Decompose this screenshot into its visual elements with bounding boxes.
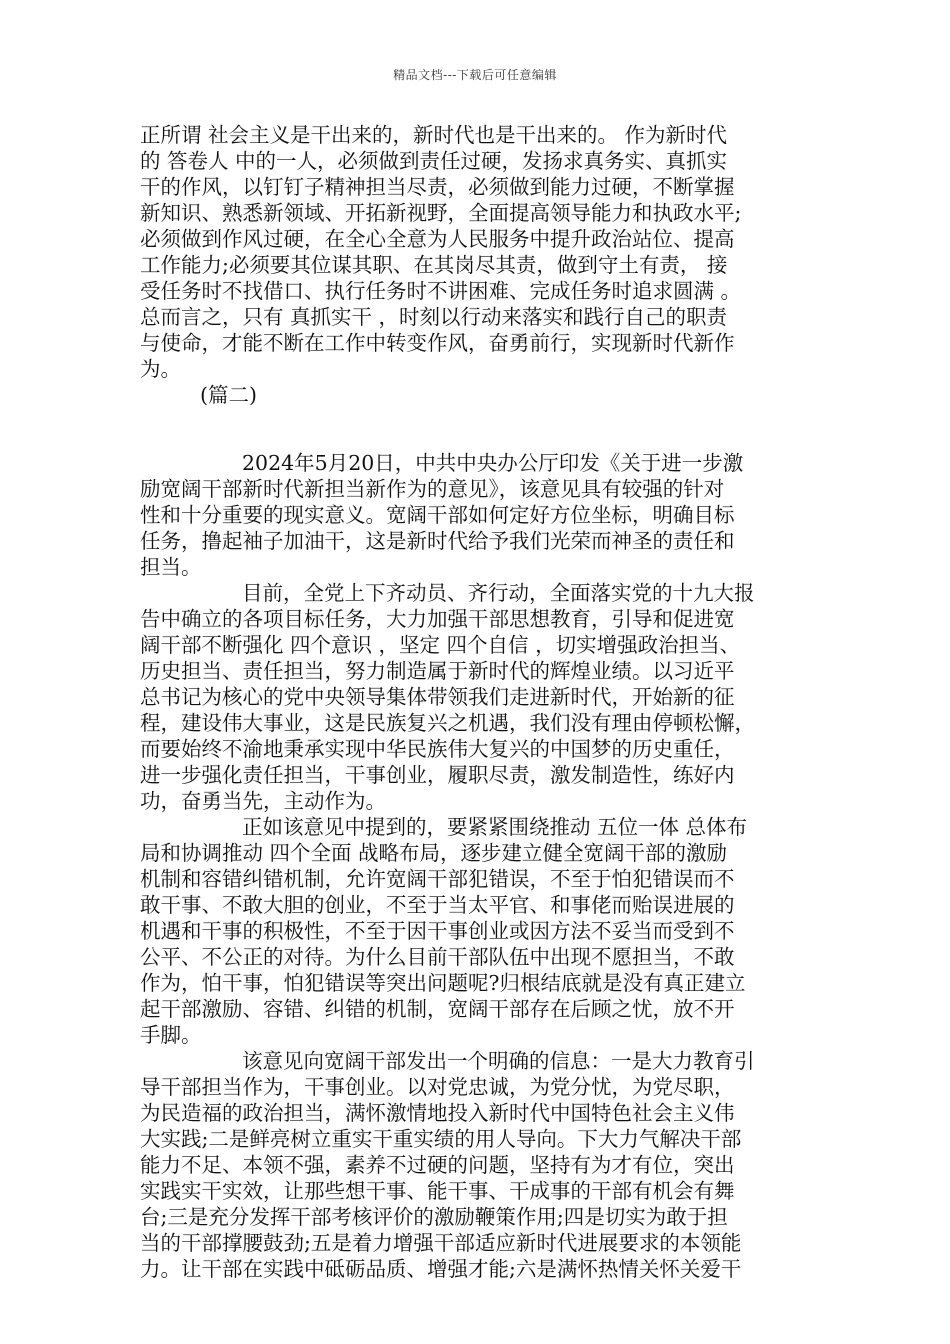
text-line: 阔干部不断强化 四个意识 ，坚定 四个自信 ，切实增强政治担当、 [140, 633, 741, 657]
section-gap [140, 408, 820, 450]
text-line: 当的干部撑腰鼓劲;五是着力增强干部适应新时代进展要求的本领能 [140, 1231, 742, 1255]
text-line: 起干部激励、容错、纠错的机制，宽阔干部存在后顾之忧，放不开 [140, 997, 735, 1021]
text-line: 力。让干部在实践中砥砺品质、增强才能;六是满怀热情关怀关爱干 [140, 1257, 742, 1281]
text-line: 机遇和干事的积极性，不至于因干事创业或因方法不妥当而受到不 [140, 919, 735, 943]
text-line: 担当。 [140, 555, 202, 579]
text-line: 必须做到作风过硬，在全心全意为人民服务中提升政治站位、提高 [140, 227, 735, 251]
text-line: 程，建设伟大事业，这是民族复兴之机遇，我们没有理由停顿松懈， [140, 711, 755, 735]
text-line: 励宽阔干部新时代新担当新作为的意见》，该意见具有较强的针对 [140, 477, 725, 501]
text-line: 功，奋勇当先，主动作为。 [140, 789, 386, 813]
text-line: 受任务时不找借口、执行任务时不讲困难、完成任务时追求圆满 。 [140, 279, 742, 303]
text-line: 干的作风，以钉钉子精神担当尽责，必须做到能力过硬，不断掌握 [140, 175, 735, 199]
text-line: 与使命，才能不断在工作中转变作风，奋勇前行，实现新时代新作 [140, 331, 735, 355]
text-line: 而要始终不渝地秉承实现中华民族伟大复兴的中国梦的历史重任， [140, 737, 735, 761]
text-line: 新知识、熟悉新领域、开拓新视野，全面提高领导能力和执政水平; [140, 201, 742, 225]
text-line: 实践实干实效，让那些想干事、能干事、干成事的干部有机会有舞 [140, 1179, 735, 1203]
text-line: 该意见向宽阔干部发出一个明确的信息：一是大力教育引 [242, 1049, 755, 1073]
text-line: 为。 [140, 357, 181, 381]
intro-paragraph [140, 122, 820, 382]
text-line: 性和十分重要的现实意义。宽阔干部如何定好方位坐标，明确目标 [140, 503, 735, 527]
text-line: 进一步强化责任担当，干事创业，履职尽责，激发制造性，练好内 [140, 763, 735, 787]
section-title: (篇二) [200, 383, 257, 407]
text-line: 任务，撸起袖子加油干，这是新时代给予我们光荣而神圣的责任和 [140, 529, 735, 553]
text-line: 作为，怕干事，怕犯错误等突出问题呢?归根结底就是没有真正建立 [140, 971, 746, 995]
paragraph-1 [140, 450, 820, 580]
text-line: 工作能力;必须要其位谋其职、在其岗尽其责，做到守土有责， 接 [140, 253, 728, 277]
text-line: 公平、不公正的对待。为什么目前干部队伍中出现不愿担当，不敢 [140, 945, 735, 969]
text-line: 大实践;二是鲜亮树立重实干重实绩的用人导向。下大力气解决干部 [140, 1127, 742, 1151]
text-line: 局和协调推动 四个全面 战略布局，逐步建立健全宽阔干部的激励 [140, 841, 728, 865]
text-line: 的 答卷人 中的一人，必须做到责任过硬，发扬求真务实、真抓实 [140, 149, 728, 173]
text-line: 手脚。 [140, 1023, 202, 1047]
text-line: 为民造福的政治担当，满怀激情地投入新时代中国特色社会主义伟 [140, 1101, 735, 1125]
text-line: 台;三是充分发挥干部考核评价的激励鞭策作用;四是切实为敢于担 [140, 1205, 728, 1229]
page-header: 精品文档---下载后可任意编辑 [393, 68, 557, 82]
paragraph-2 [140, 580, 820, 814]
text-line: 敢干事、不敢大胆的创业，不至于当太平官、和事佬而贻误进展的 [140, 893, 735, 917]
text-line: 机制和容错纠错机制，允许宽阔干部犯错误，不至于怕犯错误而不 [140, 867, 735, 891]
text-line: 总而言之，只有 真抓实干 ，时刻以行动来落实和践行自己的职责 [140, 305, 728, 329]
text-line: 导干部担当作为，干事创业。以对党忠诚，为党分忧，为党尽职， [140, 1075, 735, 1099]
text-line: 2024年5月20日，中共中央办公厅印发《关于进一步激 [242, 451, 744, 475]
text-line: 历史担当、责任担当，努力制造属于新时代的辉煌业绩。以习近平 [140, 659, 735, 683]
text-line: 正如该意见中提到的，要紧紧围绕推动 五位一体 总体布 [242, 815, 748, 839]
text-line: 正所谓 社会主义是干出来的，新时代也是干出来的。 作为新时代 [140, 123, 728, 147]
text-line: 告中确立的各项目标任务，大力加强干部思想教育，引导和促进宽 [140, 607, 735, 631]
text-line: 目前，全党上下齐动员、齐行动，全面落实党的十九大报 [242, 581, 755, 605]
paragraph-4 [140, 1048, 820, 1282]
text-line: 能力不足、本领不强，素养不过硬的问题，坚持有为才有位，突出 [140, 1153, 735, 1177]
paragraph-3 [140, 814, 820, 1048]
document-body [140, 122, 820, 1282]
text-line: 总书记为核心的党中央领导集体带领我们走进新时代，开始新的征 [140, 685, 735, 709]
